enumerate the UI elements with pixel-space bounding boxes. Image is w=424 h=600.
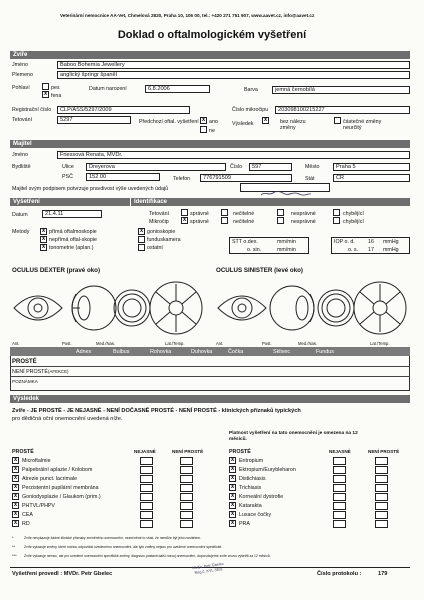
owner-name-label: Jméno [12,152,28,158]
right-unclear-box-5[interactable] [333,502,346,510]
col-header-2: Rohovka [150,349,172,355]
breed-label: Plemeno [12,72,33,78]
left-free-checkbox-4[interactable]: x [13,493,18,499]
os-cross-section [318,290,354,326]
os-ant-label: Ant. [216,341,224,346]
col-header-0: Adnex [76,349,92,355]
od-side-profile [72,286,116,330]
left-disease-7: RD [22,521,30,527]
validity-note: Platnost vyšetření na tato onemocnění je omezena na 12 měsíců. [229,431,358,442]
left-disease-3: Perzistentní pupilární membrána [22,485,99,491]
right-notfree-box-7[interactable] [375,520,388,528]
right-notfree-box-3[interactable] [375,484,388,492]
zip-field[interactable]: 152 00 [86,173,160,181]
clinic-header: Veterinární nemocnice AA-Vet, Chmelová 2820, Praha 10, 106 00, tel.: +420 271 751 907, www.aavet.cz, info@aavet.cz [60,13,315,18]
section-owner: Majitel [10,140,410,148]
m2-checkbox[interactable]: x [41,236,46,242]
right-disease-6: Luxace čočky [239,512,272,518]
ident-tattoo-label: Tetování [149,211,170,217]
stt-dex-unit: mm/min [277,239,296,245]
left-unclear-box-1[interactable] [140,466,153,474]
color-field[interactable]: jemná černobílá [272,86,410,94]
methods-label: Metody [12,229,30,235]
chip-correct-checkbox[interactable]: x [182,217,187,223]
right-free-checkbox-7[interactable]: x [230,520,235,526]
od-ant-label: Ant. [12,341,20,346]
color-label: Barva [244,87,258,93]
footnote-1: Zvíře vykazuje změny, které mohou odpovídat uvedenému onemocnění, ale tyto změny nejsou pro uvedené onemocnění specifické. [24,545,223,549]
right-free-checkbox-1[interactable]: x [230,466,235,472]
col-header-5: Sklivec [273,349,291,355]
right-unclear-box-7[interactable] [333,520,346,528]
left-unclear-box-5[interactable] [140,502,153,510]
chip-incorrect-label: nesprávné [291,219,316,225]
left-disease-1: Palpebrální aplazie / Kolobom [22,467,93,473]
right-col-unclear: NEJASNÉ [329,449,351,454]
right-free-checkbox-0[interactable]: x [230,457,235,463]
m6-label: ostatní [147,245,163,251]
od-title: OCULUS DEXTER (pravé oko) [12,267,101,274]
left-notfree-box-5[interactable] [180,502,193,510]
right-unclear-box-2[interactable] [333,475,346,483]
page-title: Doklad o oftalmologickém vyšetření [117,29,307,41]
zip-label: PSČ [62,174,73,180]
right-free-checkbox-2[interactable]: x [230,475,235,481]
protocol-label: Číslo protokolu : [317,571,362,577]
iop-d-unit: mmHg [383,239,399,245]
right-unclear-box-4[interactable] [333,493,346,501]
right-notfree-box-5[interactable] [375,502,388,510]
tattoo-illegible-checkbox[interactable] [221,209,228,216]
stt-dex-label: STT o.dex. [232,239,258,245]
examiner-stamp: MVDr. Petr Gbelec Reg.č. KVL 3831 [192,561,224,575]
col-header-6: Fundus [316,349,334,355]
sex-label: Pohlaví [12,85,30,91]
left-free-checkbox-2[interactable]: x [13,475,18,481]
tattoo-correct-checkbox[interactable] [181,209,188,216]
os-fundus [354,282,406,334]
right-notfree-box-4[interactable] [375,493,388,501]
row-free: PROSTÉ [12,359,37,365]
right-disease-1: Ektropium/Eurybleharon [239,467,296,473]
tattoo-missing-checkbox[interactable] [333,209,340,216]
tattoo-incorrect-checkbox[interactable] [277,209,284,216]
prev-yes-label: ano [209,119,218,125]
left-free-checkbox-0[interactable]: x [13,457,18,463]
row-not-free: NENÍ PROSTÉ [12,369,48,375]
owner-statement: Majitel svým podpisem potvrzuje pravdivost výše uvedených údajů [12,186,169,192]
chip-missing-checkbox[interactable] [333,217,340,224]
male-checkbox[interactable] [42,83,49,90]
right-notfree-box-6[interactable] [375,511,388,519]
protocol-number[interactable]: 179 [378,571,388,577]
eye-diagrams[interactable] [10,278,410,340]
breed-field[interactable]: anglický špringr španěl [57,71,410,79]
prev-exam-label: Předchozí oftal. vyšetření [139,119,199,125]
left-notfree-box-4[interactable] [180,493,193,501]
tattoo-field[interactable]: 5297 [57,116,131,124]
house-no-field[interactable]: 597 [249,163,292,171]
animal-name-label: Jméno [12,62,28,68]
left-unclear-box-7[interactable] [140,520,153,528]
left-notfree-box-2[interactable] [180,475,193,483]
chip-illegible-checkbox[interactable] [221,217,228,224]
os-side-profile [270,286,314,330]
m1-label: přímá oftalmoskopie [49,229,97,235]
right-free-checkbox-5[interactable]: x [230,502,235,508]
chip-field[interactable]: 203098100215227 [275,106,410,114]
right-notfree-box-2[interactable] [375,475,388,483]
state-field[interactable]: ČR [333,174,410,182]
left-free-checkbox-3[interactable]: x [13,484,18,490]
exam-date-field[interactable]: 21.4.11 [42,210,102,218]
chip-correct-label: správné [190,219,209,225]
right-disease-4: Korneální dystrofie [239,494,284,500]
od-post-label: Post. [62,341,72,346]
examiner: Vyšetření provedl : MVDr. Petr Gbelec [12,571,113,577]
left-notfree-box-3[interactable] [180,484,193,492]
right-notfree-box-0[interactable] [375,457,388,465]
m3-checkbox[interactable]: x [41,244,46,250]
col-header-3: Duhovka [191,349,213,355]
section-animal: Zvíře [10,51,410,59]
os-eyelid-drawing [218,296,266,320]
os-post-label: Post. [262,341,272,346]
left-disease-0: Microftalmie [22,458,51,464]
m4-label: gonioskopie [147,229,176,235]
os-title: OCULUS SINISTER (levé oko) [216,267,303,274]
left-disease-4: Goniodysplazie / Glaukom (prim.) [22,494,101,500]
right-free-checkbox-6[interactable]: x [230,511,235,517]
left-disease-5: PHTVL/PHPV [22,503,55,509]
m6-checkbox[interactable] [138,244,145,251]
od-fundus [150,282,202,334]
col-header-4: Čočka [228,349,244,355]
result-statement: Zvíře - JE PROSTÉ - JE NEJASNÉ - NENÍ DOČASNĚ PROSTÉ - NENÍ PROSTÉ - klinických příznaků typických [12,408,301,414]
reg-field[interactable]: CLP/ASS/5297/2009 [57,106,190,114]
right-col-notfree: NENÍ PROSTÉ [368,449,400,454]
tattoo-missing-label: chybějící [343,211,364,217]
footnote-0: Zvíře nevykazuje žádné klinické příznaky zmíněného onemocnění, nezmíněné to však, že nemůže být jeho nositelem. [24,536,201,540]
section-exam: Vyšetření [10,198,130,206]
od-med-label: Med./Nas. [96,341,116,346]
right-col-free: PROSTÉ [229,449,251,455]
city-label: Město [305,164,320,170]
ident-chip-label: Mikročip [149,219,169,225]
house-no-label: Číslo [230,164,243,170]
od-lat-label: Lat./Temp. [165,341,185,346]
m2-label: nepřímá oftal-skopie [49,237,97,243]
iop-d-value[interactable]: 16 [368,239,374,245]
female-label: fena [51,93,62,99]
right-free-checkbox-4[interactable]: x [230,493,235,499]
owner-name-field[interactable]: Friessová Renata, MVDr. [57,151,410,159]
residence-label: Bydliště [12,164,31,170]
left-col-unclear: NEJASNÉ [134,449,156,454]
left-unclear-box-2[interactable] [140,475,153,483]
left-free-checkbox-7[interactable]: x [13,520,18,526]
footnote-2: Zvíře vykazuje nemoc, ale pro uvedené onemocnění specifické změny, diagnózu postavit další rozvoj onemocnění, doporučujeme zvíře znovu vyšetřit za 12 měsíců. [24,554,271,558]
left-unclear-box-6[interactable] [140,511,153,519]
right-unclear-box-3[interactable] [333,484,346,492]
right-notfree-box-1[interactable] [375,466,388,474]
right-disease-7: PRA [239,521,250,527]
chip-incorrect-checkbox[interactable] [277,217,284,224]
phone-label: Telefon [173,176,191,182]
left-notfree-box-0[interactable] [180,457,193,465]
left-notfree-box-1[interactable] [180,466,193,474]
result-statement-2: pro dědičná oční onemocnění uvedená níže. [12,416,123,422]
iop-d-label: IOP o. d. [334,239,355,245]
right-free-checkbox-3[interactable]: x [230,484,235,490]
left-notfree-box-6[interactable] [180,511,193,519]
state-label: Stát [305,176,315,182]
right-disease-3: Trichiasis [239,485,262,491]
m5-label: funduskamera [147,237,181,243]
female-checkbox[interactable]: x [43,91,48,97]
tattoo-correct-label: správné [190,211,209,217]
reg-label: Registrační číslo [12,107,52,113]
city-field[interactable]: Praha 5 [333,163,410,171]
res-partial-checkbox[interactable] [334,117,341,124]
footnote-marker-0: * [12,535,14,540]
street-label: Ulice [62,164,74,170]
footnote-marker-2: *** [12,553,17,558]
m4-checkbox[interactable]: x [139,228,144,234]
left-free-checkbox-5[interactable]: x [13,502,18,508]
right-disease-5: Katarakta [239,503,262,509]
od-eyelid-drawing [14,296,62,320]
os-lat-label: Lat./Temp. [370,341,390,346]
left-unclear-box-0[interactable] [140,457,153,465]
right-unclear-box-1[interactable] [333,466,346,474]
animal-name-field[interactable]: Baboo Bohemia Jewellery [57,61,410,69]
birth-field[interactable]: 6.8.2006 [145,85,210,93]
birth-label: Datum narození [89,86,127,92]
left-free-checkbox-6[interactable]: x [13,511,18,517]
left-unclear-box-3[interactable] [140,484,153,492]
right-unclear-box-0[interactable] [333,457,346,465]
left-col-free: PROSTÉ [12,449,34,455]
prev-yes-checkbox[interactable]: x [201,117,206,123]
chip-missing-label: chybějící [343,219,364,225]
col-header-1: Bulbus [113,349,130,355]
iop-s-label: o. s. [348,247,359,253]
od-cross-section [114,290,150,326]
phone-field[interactable]: 776791509 [200,174,292,182]
left-col-notfree: NENÍ PROSTÉ [172,449,204,454]
m1-checkbox[interactable]: x [41,228,46,234]
section-identification: Identifikace [131,198,410,206]
tattoo-label: Tetování [12,117,33,123]
row-not-free-sub: (AFEKCE) [48,369,69,374]
chip-illegible-label: nečitelné [233,219,255,225]
res-partial-label: částečné změny neurčitý [343,119,382,131]
m3-label: tonometrie (aplan.) [49,245,94,251]
stt-sin-unit: mm/min [277,247,296,253]
owner-signature[interactable] [240,183,330,192]
left-disease-6: CEA [22,512,33,518]
m5-checkbox[interactable] [138,236,145,243]
result-label: Výsledek [232,121,254,127]
res-none-checkbox[interactable]: x [263,117,268,123]
left-notfree-box-7[interactable] [180,520,193,528]
left-free-checkbox-1[interactable]: x [13,466,18,472]
male-label: pes [51,85,60,91]
right-disease-2: Distichiasis [239,476,266,482]
right-unclear-box-6[interactable] [333,511,346,519]
row-notes: POZNÁMKA [12,379,38,384]
footnote-marker-1: ** [12,544,16,549]
left-disease-2: Atrezie punct. lacrimale [22,476,78,482]
iop-s-unit: mmHg [383,247,399,253]
tattoo-incorrect-label: nesprávné [291,211,316,217]
street-field[interactable]: Dreyerova [86,163,226,171]
iop-s-value[interactable]: 17 [368,247,374,253]
prev-no-checkbox[interactable] [200,126,207,133]
right-disease-0: Entropium [239,458,264,464]
section-result: Výsledek [10,395,410,403]
stt-sin-label: o. sin. [247,247,262,253]
tattoo-illegible-label: nečitelné [233,211,255,217]
prev-no-label: ne [209,128,215,134]
os-med-label: Med./Nas. [298,341,318,346]
exam-date-label: Datum [12,212,28,218]
chip-label: Číslo mikročipu [232,107,269,113]
left-unclear-box-4[interactable] [140,493,153,501]
res-none-label: bez nálezu změny [280,119,306,131]
